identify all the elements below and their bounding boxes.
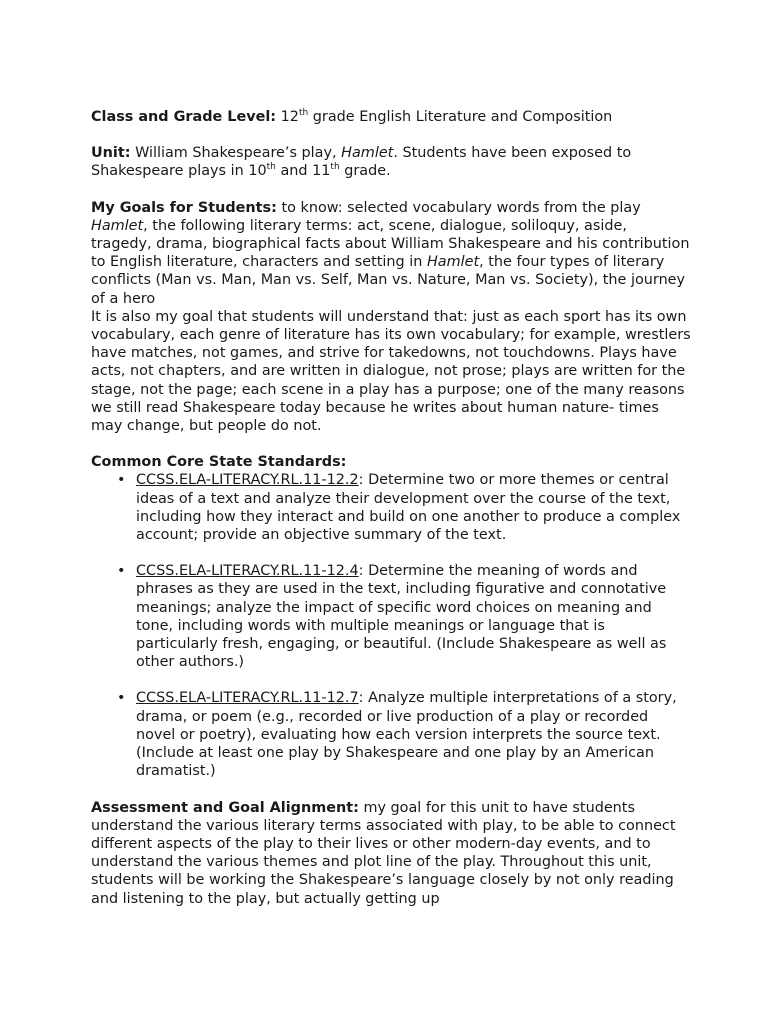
goals-label: My Goals for Students: [91, 199, 277, 216]
standard-text: : Analyze multiple interpretations of a story, drama, or poem (e.g., recorded or live production of a play or recorded novel or poetry), evaluating how each version interprets the source text. (Include at least one play by Shakespeare and one play by an American dramatist.) [136, 690, 677, 780]
unit-text-after: . Students have been exposed to Shakespeare plays in [91, 145, 632, 180]
standard-item [91, 689, 691, 780]
goals-understand-paragraph: It is also my goal that students will understand that: just as each sport has its own vocabulary, each genre of literature has its own vocabulary; for example, wrestlers have matches, not games, and strive for takedowns, not touchdowns. Plays have acts, not chapters, and are written in dialogue, not prose; plays are written for the stage, not the page; each scene in a play has a purpose; one of the many reasons we still read Shakespeare today because he writes about human nature- times may change, but people do not. [91, 308, 691, 435]
goals-play-title-1: Hamlet [91, 217, 144, 234]
standard-code-link[interactable]: CCSS.ELA-LITERACY.RL.11-12.2 [136, 472, 359, 489]
unit-and: and [280, 163, 308, 180]
assessment-label: Assessment and Goal Alignment: [91, 799, 359, 816]
unit-label: Unit: [91, 145, 131, 162]
unit-paragraph [91, 144, 691, 180]
class-grade-line [91, 108, 691, 126]
unit-grade-11-suffix: th [330, 162, 340, 173]
standard-text: : Determine two or more themes or central ideas of a text and analyze their development over the course of the text, including how they interact and build on one another to produce a complex account; provide an objective summary of the text. [136, 472, 681, 544]
grade-number: 12 [280, 109, 299, 125]
standard-code-link[interactable]: CCSS.ELA-LITERACY.RL.11-12.4 [136, 563, 359, 580]
bullet-icon: • [117, 472, 126, 489]
bullet-icon: • [117, 690, 126, 707]
unit-play-title: Hamlet [341, 145, 394, 162]
bullet-icon: • [117, 563, 126, 580]
assessment-paragraph [91, 799, 691, 908]
assessment-text: my goal for this unit to have students understand the various literary terms associated with play, to be able to connect different aspects of the play to their lives or other modern-day events, and to understand the various themes and plot line of the play. Throughout this unit, students will be working the Shakespeare’s language closely by not only reading and listening to the play, but actually getting up [91, 799, 676, 907]
unit-grade-11: 11 [312, 163, 331, 180]
standards-list [91, 471, 691, 780]
unit-text-before: William Shakespeare’s play, [135, 145, 337, 162]
goals-text-2: , the following literary terms: act, scene, dialogue, soliloquy, aside, tragedy, drama, biographical facts about William Shakespeare and his contribution to English literature, characters and setting in [91, 217, 690, 271]
goals-paragraph [91, 199, 691, 308]
standard-code-link[interactable]: CCSS.ELA-LITERACY.RL.11-12.7 [136, 690, 359, 707]
goals-text-3: , the four types of literary conflicts (Man vs. Man, Man vs. Self, Man vs. Nature, Man vs. Society), the journey of a hero [91, 254, 686, 307]
standard-item [91, 562, 691, 671]
unit-grade-10-suffix: th [266, 162, 276, 173]
document-page [91, 108, 691, 908]
standards-heading [91, 453, 691, 471]
class-grade-label: Class and Grade Level: [91, 109, 277, 125]
unit-grade-10: 10 [248, 163, 267, 180]
goals-play-title-2: Hamlet [426, 254, 480, 271]
standard-item [91, 471, 691, 544]
unit-end: grade. [344, 163, 391, 180]
grade-suffix: th [298, 108, 309, 118]
standard-text: : Determine the meaning of words and phrases as they are used in the text, including figurative and connotative meanings; analyze the impact of specific word choices on meaning and tone, including words with multiple meanings or language that is particularly fresh, engaging, or beautiful. (Include Shakespeare as well as other authors.) [136, 563, 667, 671]
goals-text-1: to know: selected vocabulary words from the play [281, 199, 641, 216]
standards-label: Common Core State Standards: [91, 454, 347, 471]
class-description: grade English Literature and Composition [312, 109, 613, 125]
